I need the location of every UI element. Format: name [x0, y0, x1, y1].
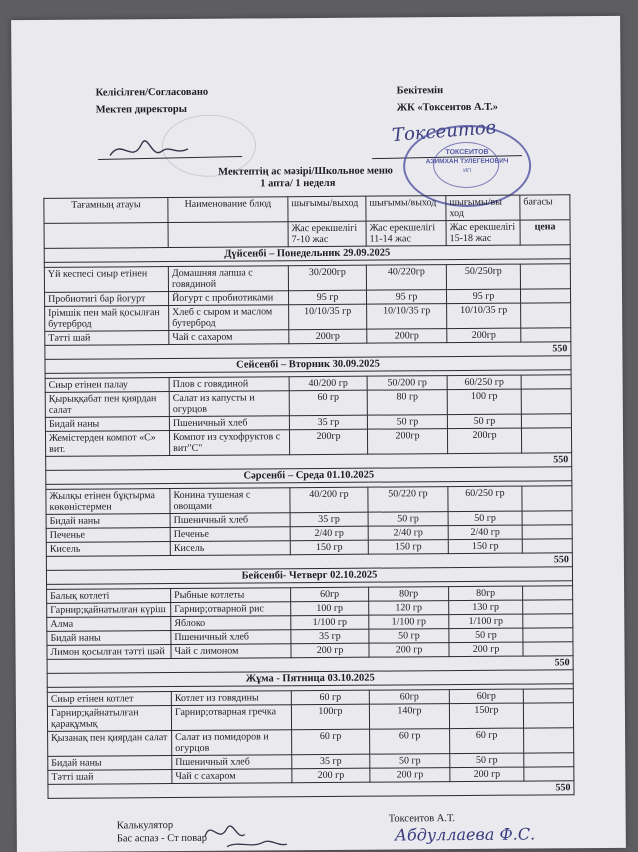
- yield-15-18: 200гр: [447, 428, 521, 454]
- dish-name-kz: Жылқы етінен бұқтырма көкөністермен: [46, 489, 170, 515]
- age-row: [44, 220, 570, 249]
- yield-11-14: 200гр: [367, 329, 447, 344]
- age-7-10: Жас ерекшелігі 7-10 жас: [288, 221, 366, 247]
- price-cell: [521, 375, 571, 389]
- dish-name-ru: Йогурт с пробиотиками: [169, 291, 289, 306]
- yield-7-10: 35 гр: [290, 512, 368, 527]
- dish-name-ru: Пшеничный хлеб: [171, 630, 291, 645]
- stamp-type: ИП: [463, 167, 472, 174]
- dish-name-ru: Рыбные котлеты: [171, 588, 291, 603]
- yield-7-10: 35 гр: [289, 415, 367, 430]
- dish-name-kz: Қырыққабат пен қиярдан салат: [45, 392, 169, 418]
- day-price: 550: [47, 656, 573, 674]
- dish-name-ru: Гарнир;отварной рис: [171, 602, 291, 617]
- menu-document: [11, 16, 626, 852]
- dish-name-kz: Тәтті шай: [48, 770, 172, 785]
- dish-name-ru: Пшеничный хлеб: [172, 755, 292, 770]
- menu-title: Мектептің ас мәзірі/Школьное меню: [218, 165, 393, 178]
- dish-name-kz: Тәтті шай: [45, 331, 169, 346]
- header-row: [44, 195, 570, 224]
- dish-name-kz: Бидай наны: [47, 631, 171, 646]
- yield-11-14: 150 гр: [368, 540, 448, 555]
- table-row: [47, 703, 573, 732]
- yield-7-10: 200гр: [289, 429, 367, 455]
- yield-15-18: 130 гр: [449, 600, 523, 615]
- dish-name-ru: Пшеничный хлеб: [169, 416, 289, 431]
- yield-7-10: 100 гр: [291, 601, 369, 616]
- yield-11-14: 60 гр: [370, 729, 450, 755]
- price-cell: [523, 642, 573, 656]
- col-yield-3: шығымы/вы ход: [446, 195, 520, 221]
- day-title: Сәрсенбі – Среда 01.10.2025: [46, 467, 572, 485]
- yield-7-10: 35 гр: [291, 629, 369, 644]
- price-row: [48, 781, 574, 799]
- price-cell: [520, 289, 570, 303]
- dish-name-kz: Пробиотигі бар йогурт: [45, 292, 169, 307]
- age-11-14: Жас ерекшелігі 11-14 жас: [366, 221, 446, 247]
- price-cell: [522, 525, 572, 539]
- yield-15-18: 200 гр: [449, 642, 523, 657]
- dish-name-kz: Ірімшік пен май қосылған бутерброд: [45, 306, 169, 332]
- calculator-signature: [197, 816, 297, 851]
- dish-name-ru: Плов с говядиной: [169, 377, 289, 392]
- dish-name-kz: Қызанақ пен қиярдан салат: [48, 731, 172, 757]
- yield-15-18: 50 гр: [447, 414, 521, 429]
- col-yield-2: шығымы/выход: [366, 196, 446, 222]
- yield-11-14: 40/220гр: [366, 265, 446, 291]
- dish-name-kz: Бидай наны: [46, 514, 170, 529]
- yield-15-18: 95 гр: [446, 289, 520, 304]
- yield-15-18: 100 гр: [447, 389, 521, 415]
- yield-15-18: 2/40 гр: [448, 525, 522, 540]
- dish-name-ru: Компот из сухофруктов с вит"С": [169, 430, 289, 456]
- dish-name-ru: Кисель: [170, 541, 290, 556]
- dish-name-ru: Салат из помидоров и огурцов: [172, 730, 292, 756]
- yield-15-18: 50 гр: [449, 628, 523, 643]
- yield-11-14: 10/10/35 гр: [367, 304, 447, 330]
- yield-11-14: 95 гр: [366, 290, 446, 305]
- approver-name: ЖК «Токсеитов А.Т.»: [396, 101, 499, 114]
- price-cell: [520, 264, 570, 289]
- day-price: 550: [46, 453, 572, 471]
- day-price: 550: [45, 342, 571, 360]
- yield-7-10: 35 гр: [292, 754, 370, 769]
- price-cell: [521, 389, 571, 414]
- dish-name-ru: Хлеб с сыром и маслом бутерброд: [169, 305, 289, 331]
- yield-11-14: 140гр: [369, 704, 449, 730]
- yield-7-10: 60 гр: [292, 729, 370, 755]
- yield-11-14: 50 гр: [368, 512, 448, 527]
- dish-name-kz: Жемістерден компот «С» вит.: [45, 431, 169, 457]
- yield-7-10: 2/40 гр: [290, 526, 368, 541]
- dish-name-kz: Сиыр етінен котлет: [47, 692, 171, 707]
- dish-name-kz: Бидай наны: [45, 417, 169, 432]
- day-price: 550: [46, 553, 572, 571]
- price-cell: [522, 539, 572, 553]
- table-row: [48, 728, 574, 757]
- stamp-name: ТОКСЕИТОВ: [445, 148, 489, 157]
- price-cell: [524, 753, 574, 767]
- approver-signature-text: Токсеитов: [391, 117, 497, 147]
- director-label: Мектеп директоры: [95, 103, 187, 116]
- dish-name-ru: Пшеничный хлеб: [170, 513, 290, 528]
- price-cell: [523, 628, 573, 642]
- yield-15-18: 10/10/35 гр: [447, 303, 521, 329]
- yield-11-14: 50/220 гр: [368, 487, 448, 513]
- director-signature: [92, 128, 272, 169]
- col-price-ru: цена: [520, 220, 570, 245]
- price-cell: [523, 586, 573, 600]
- price-cell: [522, 486, 572, 511]
- yield-11-14: 200гр: [367, 429, 447, 455]
- price-cell: [521, 328, 571, 342]
- price-cell: [523, 703, 573, 728]
- yield-15-18: 80гр: [449, 586, 523, 601]
- price-cell: [523, 614, 573, 628]
- dish-name-kz: Сиыр етінен палау: [45, 378, 169, 393]
- col-name-kz: Тағамның атауы: [44, 198, 168, 224]
- day-title: Жұма - Пятница 03.10.2025: [47, 670, 573, 688]
- yield-11-14: 50 гр: [369, 629, 449, 644]
- table-row: [44, 264, 570, 293]
- dish-name-kz: Кисель: [46, 542, 170, 557]
- day-title: Сейсенбі – Вторник 30.09.2025: [45, 356, 571, 374]
- yield-7-10: 200 гр: [291, 643, 369, 658]
- price-cell: [521, 414, 571, 428]
- col-yield-1: шығымы/выход: [288, 196, 366, 222]
- yield-15-18: 60/250 гр: [448, 486, 522, 512]
- dish-name-ru: Чай с сахаром: [172, 769, 292, 784]
- yield-11-14: 2/40 гр: [368, 526, 448, 541]
- dish-name-ru: Гарнир;отварная гречка: [171, 705, 291, 731]
- yield-7-10: 10/10/35 гр: [289, 304, 367, 330]
- dish-name-ru: Домашняя лапша с говядиной: [168, 266, 288, 292]
- yield-11-14: 50 гр: [370, 754, 450, 769]
- approve-label: Бекітемін: [396, 85, 444, 97]
- col-name-ru: Наименование блюд: [168, 197, 288, 223]
- dish-name-ru: Печенье: [170, 527, 290, 542]
- yield-7-10: 150 гр: [290, 540, 368, 555]
- yield-11-14: 200 гр: [369, 643, 449, 658]
- menu-table: [43, 194, 574, 799]
- menu-subtitle: 1 апта/ 1 неделя: [260, 177, 336, 190]
- dish-name-kz: Балық котлеті: [47, 589, 171, 604]
- calculator-label: Калькулятор: [116, 820, 174, 832]
- yield-7-10: 60 гр: [289, 390, 367, 416]
- price-cell: [523, 689, 573, 703]
- yield-11-14: 50 гр: [367, 415, 447, 430]
- age-15-18: Жас ерекшелігі 15-18 жас: [446, 220, 520, 246]
- dish-name-ru: Котлет из говядины: [171, 691, 291, 706]
- dish-name-kz: Лимон қосылған тәтті шәй: [47, 645, 171, 660]
- owner-name: Токсеитов А.Т.: [388, 813, 455, 825]
- yield-7-10: 40/200 гр: [290, 487, 368, 513]
- yield-11-14: 50/200 гр: [367, 376, 447, 391]
- yield-15-18: 50 гр: [448, 511, 522, 526]
- dish-name-kz: Бидай наны: [48, 756, 172, 771]
- yield-15-18: 60гр: [449, 689, 523, 704]
- yield-7-10: 30/200гр: [288, 265, 366, 291]
- yield-11-14: 80гр: [369, 587, 449, 602]
- dish-name-kz: Печенье: [46, 528, 170, 543]
- dish-name-ru: Яблоко: [171, 616, 291, 631]
- price-cell: [521, 428, 571, 453]
- stamp-full-name: АЗИМХАН ТУЛЕГЕНОВИЧ: [425, 157, 509, 166]
- yield-7-10: 95 гр: [288, 290, 366, 305]
- yield-15-18: 60/250 гр: [447, 375, 521, 390]
- yield-15-18: 150гр: [449, 703, 523, 729]
- day-title: Бейсенбі- Четверг 02.10.2025: [46, 567, 572, 585]
- table-row: [45, 428, 571, 457]
- dish-name-kz: Гарнир;қайнатылған күріш: [47, 603, 171, 618]
- yield-7-10: 200гр: [289, 329, 367, 344]
- day-price: 550: [48, 781, 574, 799]
- table-row: [45, 303, 571, 332]
- yield-7-10: 200 гр: [292, 768, 370, 783]
- dish-name-kz: Алма: [47, 617, 171, 632]
- yield-15-18: 150 гр: [448, 539, 522, 554]
- table-row: [46, 486, 572, 515]
- table-row: [45, 389, 571, 418]
- day-title: Дүйсенбі – Понедельник 29.09.2025: [44, 245, 570, 263]
- dish-name-ru: Салат из капусты и огурцов: [169, 391, 289, 417]
- col-price: бағасы: [520, 195, 570, 220]
- agreed-label: Келісілген/Согласовано: [95, 86, 209, 99]
- dish-name-ru: Чай с лимоном: [171, 644, 291, 659]
- yield-15-18: 50 гр: [450, 753, 524, 768]
- dish-name-ru: Конина тушеная с овощами: [170, 488, 290, 514]
- price-cell: [524, 767, 574, 781]
- yield-15-18: 1/100 гр: [449, 614, 523, 629]
- cook-label: Бас аспаз - Ст повар: [116, 832, 208, 845]
- yield-7-10: 60гр: [291, 587, 369, 602]
- cook-signature: Абдуллаева Ф.С.: [394, 824, 536, 845]
- yield-7-10: 100гр: [291, 704, 369, 730]
- dish-name-kz: Гарнир;қайнатылған қарақұмық: [47, 706, 171, 732]
- dish-name-ru: Чай с сахаром: [169, 330, 289, 345]
- yield-7-10: 1/100 гр: [291, 615, 369, 630]
- yield-7-10: 40/200 гр: [289, 376, 367, 391]
- yield-15-18: 200 гр: [450, 767, 524, 782]
- yield-15-18: 200гр: [447, 328, 521, 343]
- yield-11-14: 200 гр: [370, 768, 450, 783]
- yield-11-14: 120 гр: [369, 601, 449, 616]
- yield-11-14: 80 гр: [367, 390, 447, 416]
- dish-name-kz: Үй кеспесі сиыр етінен: [44, 267, 168, 293]
- yield-7-10: 60 гр: [291, 690, 369, 705]
- yield-15-18: 60 гр: [450, 728, 524, 754]
- yield-15-18: 50/250гр: [446, 264, 520, 290]
- yield-11-14: 1/100 гр: [369, 615, 449, 630]
- price-cell: [523, 600, 573, 614]
- price-cell: [522, 511, 572, 525]
- price-cell: [524, 728, 574, 753]
- price-cell: [521, 303, 571, 328]
- yield-11-14: 60гр: [369, 690, 449, 705]
